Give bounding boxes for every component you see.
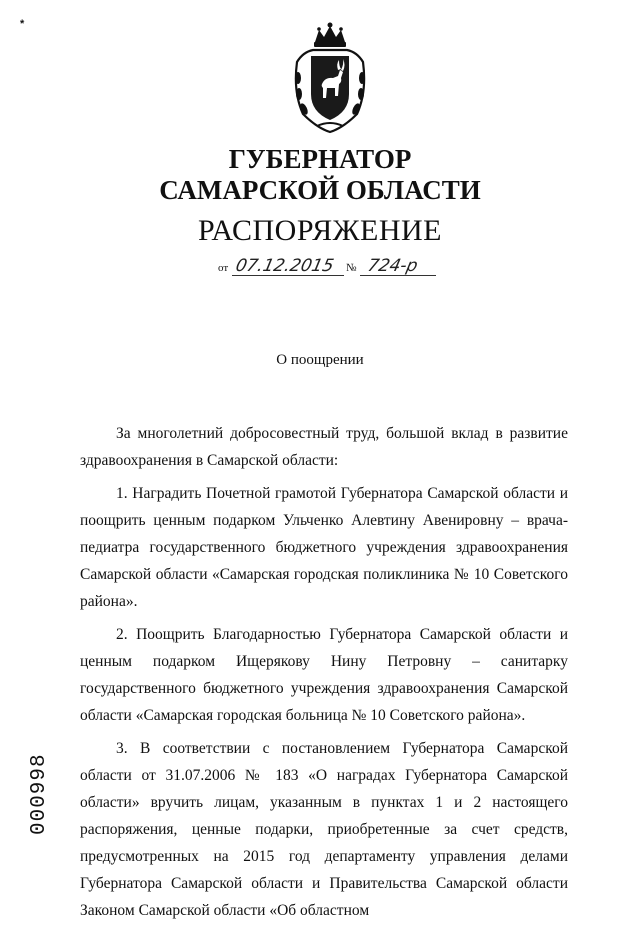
clause-3-paragraph: 3. В соответствии с постановлением Губернатора Самарской области от 31.07.2006 № 183 «О наградах Губернатора Самарской области» вручить лицам, указанным в пунктах 1 и 2 настоящего распоряжения, ценные подарки, приобретенные за счет средств, предусмотренных на 2015 год департаменту управления делами Губернатора Самарской области и Правительства Самарской области Законом Самарской области «Об областном — [80, 740, 568, 919]
document-type: РАСПОРЯЖЕНИЕ — [197, 214, 443, 247]
date-number-line — [218, 258, 438, 282]
clause-2-paragraph: 2. Поощрить Благодарностью Губернатора Самарской области и ценным подарком Ищерякову Нину Петровну – санитарку государственного бюджетного учреждения здравоохранения Самарской области «Самарская городская больница № 10 Советского района». — [80, 626, 568, 724]
handwritten-date: 07.12.2015 — [233, 256, 336, 276]
issuer-title: ГУБЕРНАТОР — [228, 144, 412, 174]
document-subject: О поощрении — [276, 352, 364, 368]
date-label: от — [218, 262, 229, 274]
clause-1-paragraph: 1. Наградить Почетной грамотой Губернатора Самарской области и поощрить ценным подарком Ульченко Алевтину Авенировну – врача-педиатра государственного бюджетного учреждения здравоохранения Самарской области «Самарская городская поликлиника № 10 Советского района». — [80, 485, 568, 610]
side-registration-number: 000998 — [28, 753, 51, 835]
samara-coat-of-arms-icon — [289, 22, 371, 134]
preamble-paragraph: За многолетний добросовестный труд, большой вклад в развитие здравоохранения в Самарской области: — [80, 425, 568, 469]
issuer-region: САМАРСКОЙ ОБЛАСТИ — [159, 175, 481, 205]
corner-mark: * — [20, 18, 25, 30]
handwritten-number: 724-р — [365, 256, 420, 276]
number-label: № — [346, 262, 357, 274]
document-body — [80, 420, 568, 930]
